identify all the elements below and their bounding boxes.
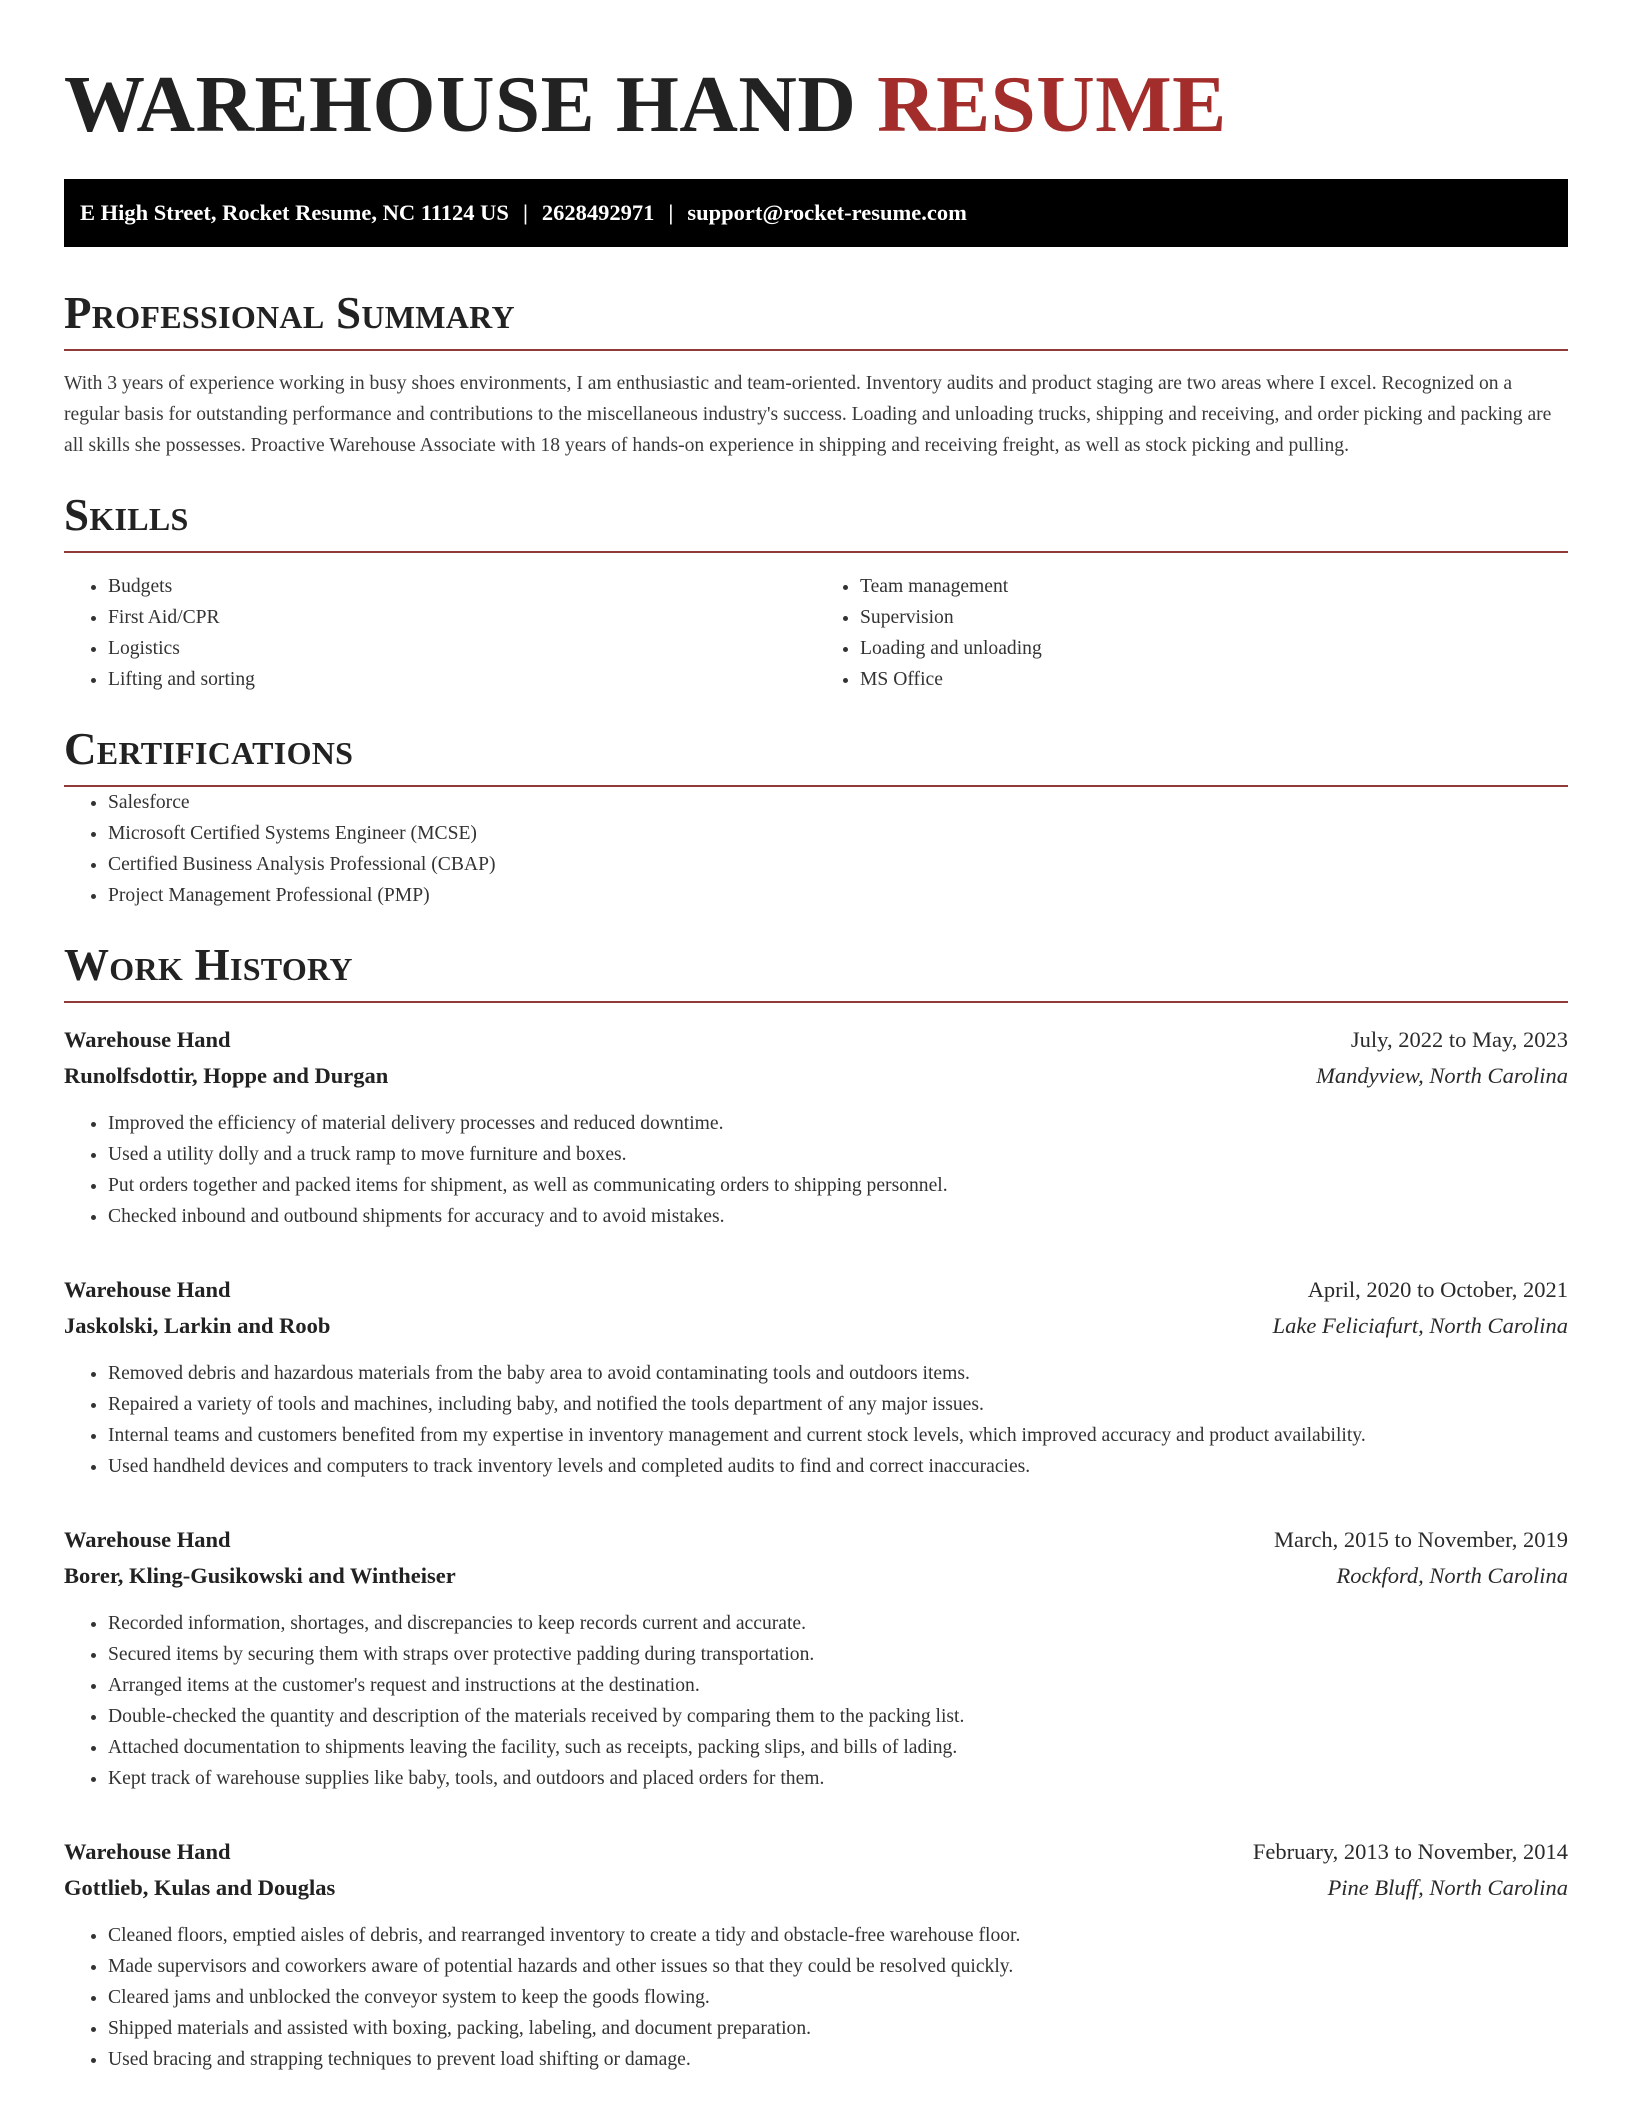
job-company: Borer, Kling-Gusikowski and Wintheiser: [64, 1563, 456, 1588]
section-heading-skills: Skills: [64, 490, 189, 540]
job-dates: July, 2022 to May, 2023: [1350, 1027, 1568, 1052]
contact-phone: 2628492971: [541, 200, 655, 225]
job-company: Runolfsdottir, Hoppe and Durgan: [64, 1063, 389, 1088]
job-entry: [64, 1834, 1568, 2075]
job-duty: • Cleaned floors, emptied aisles of debris, and rearranged inventory to create a tidy and obstacle-free warehouse floor.: [108, 1920, 1568, 1951]
skill-item: • MS Office: [860, 664, 1568, 695]
skills-grid: [64, 571, 1568, 695]
skill-item: • Budgets: [108, 571, 816, 602]
section-heading-work-history: Work History: [64, 940, 353, 990]
job-duty: • Internal teams and customers benefited from my expertise in inventory management and current stock levels, which improved accuracy and product availability.: [108, 1420, 1568, 1451]
certifications-list: [64, 787, 1568, 911]
skills-list-left: [64, 571, 816, 695]
certification-item: • Project Management Professional (PMP): [108, 880, 1568, 911]
title-accent: RESUME: [877, 59, 1227, 149]
job-header-row: [64, 1834, 1568, 1870]
job-duty: • Secured items by securing them with straps over protective padding during transportation.: [108, 1639, 1568, 1670]
job-company: Gottlieb, Kulas and Douglas: [64, 1875, 336, 1900]
job-duty: • Shipped materials and assisted with boxing, packing, labeling, and document preparation.: [108, 2013, 1568, 2044]
section-divider: [64, 1001, 1568, 1003]
contact-bar: [64, 179, 1568, 247]
job-duty: • Improved the efficiency of material delivery processes and reduced downtime.: [108, 1108, 1568, 1139]
job-duty: • Attached documentation to shipments leaving the facility, such as receipts, packing slips, and bills of lading.: [108, 1732, 1568, 1763]
skill-item: • First Aid/CPR: [108, 602, 816, 633]
job-entry: [64, 1272, 1568, 1482]
job-location: Lake Feliciafurt, North Carolina: [1272, 1313, 1568, 1338]
job-duty: • Repaired a variety of tools and machines, including baby, and notified the tools department of any major issues.: [108, 1389, 1568, 1420]
job-header-row: [64, 1522, 1568, 1558]
skills-list-right: [816, 571, 1568, 695]
job-duty: • Recorded information, shortages, and discrepancies to keep records current and accurate.: [108, 1608, 1568, 1639]
contact-separator: |: [522, 200, 528, 225]
job-duty: • Cleared jams and unblocked the conveyor system to keep the goods flowing.: [108, 1982, 1568, 2013]
summary-text: With 3 years of experience working in busy shoes environments, I am enthusiastic and team-oriented. Inventory audits and product staging are two areas where I excel. Recognized on a regular basis for outstanding performance and contributions to the miscellaneous industry's success. Loading and unloading trucks, shipping and receiving, and order picking and packing are all skills she possesses. Proactive Warehouse Associate with 18 years of hands-on experience in shipping and receiving freight, as well as stock picking and pulling.: [64, 373, 1552, 456]
job-location: Mandyview, North Carolina: [1316, 1063, 1568, 1088]
section-divider: [64, 349, 1568, 351]
job-header-row: [64, 1022, 1568, 1058]
skill-item: • Logistics: [108, 633, 816, 664]
job-company-row: [64, 1870, 1568, 1906]
job-duty: • Double-checked the quantity and description of the materials received by comparing them to the packing list.: [108, 1701, 1568, 1732]
job-duty: • Put orders together and packed items for shipment, as well as communicating orders to shipping personnel.: [108, 1170, 1568, 1201]
certification-item: • Certified Business Analysis Professional (CBAP): [108, 849, 1568, 880]
job-duties-list: [64, 1108, 1568, 1232]
job-company-row: [64, 1308, 1568, 1344]
resume-title: [64, 58, 1568, 150]
job-location: Rockford, North Carolina: [1336, 1563, 1568, 1588]
job-title: Warehouse Hand: [64, 1027, 231, 1052]
job-duty: • Arranged items at the customer's request and instructions at the destination.: [108, 1670, 1568, 1701]
job-duty: • Used a utility dolly and a truck ramp to move furniture and boxes.: [108, 1139, 1568, 1170]
section-heading-certifications: Certifications: [64, 724, 354, 774]
job-header-row: [64, 1272, 1568, 1308]
job-title: Warehouse Hand: [64, 1527, 231, 1552]
job-entry: [64, 1522, 1568, 1794]
job-title: Warehouse Hand: [64, 1277, 231, 1302]
job-duties-list: [64, 1920, 1568, 2075]
skill-item: • Loading and unloading: [860, 633, 1568, 664]
job-company-row: [64, 1558, 1568, 1594]
skill-item: • Lifting and sorting: [108, 664, 816, 695]
job-duties-list: [64, 1608, 1568, 1794]
job-duty: • Made supervisors and coworkers aware of potential hazards and other issues so that they could be resolved quickly.: [108, 1951, 1568, 1982]
contact-address: E High Street, Rocket Resume, NC 11124 US: [80, 200, 509, 225]
job-dates: March, 2015 to November, 2019: [1273, 1527, 1568, 1552]
certification-item: • Salesforce: [108, 787, 1568, 818]
job-duty: • Used handheld devices and computers to track inventory levels and completed audits to find and correct inaccuracies.: [108, 1451, 1568, 1482]
certification-item: • Microsoft Certified Systems Engineer (MCSE): [108, 818, 1568, 849]
contact-separator: |: [668, 200, 674, 225]
job-location: Pine Bluff, North Carolina: [1327, 1875, 1568, 1900]
job-duty: • Checked inbound and outbound shipments for accuracy and to avoid mistakes.: [108, 1201, 1568, 1232]
skill-item: • Supervision: [860, 602, 1568, 633]
job-duty: • Kept track of warehouse supplies like baby, tools, and outdoors and placed orders for them.: [108, 1763, 1568, 1794]
job-dates: April, 2020 to October, 2021: [1307, 1277, 1568, 1302]
section-heading-summary: Professional Summary: [64, 288, 515, 338]
title-main: WAREHOUSE HAND: [64, 59, 878, 149]
job-title: Warehouse Hand: [64, 1839, 231, 1864]
job-duties-list: [64, 1358, 1568, 1482]
job-company: Jaskolski, Larkin and Roob: [64, 1313, 331, 1338]
job-company-row: [64, 1058, 1568, 1094]
job-entry: [64, 1022, 1568, 1232]
section-divider: [64, 551, 1568, 553]
skill-item: • Team management: [860, 571, 1568, 602]
job-dates: February, 2013 to November, 2014: [1252, 1839, 1568, 1864]
job-duty: • Used bracing and strapping techniques to prevent load shifting or damage.: [108, 2044, 1568, 2075]
job-duty: • Removed debris and hazardous materials from the baby area to avoid contaminating tools and outdoors items.: [108, 1358, 1568, 1389]
contact-email: support@rocket-resume.com: [687, 200, 967, 225]
